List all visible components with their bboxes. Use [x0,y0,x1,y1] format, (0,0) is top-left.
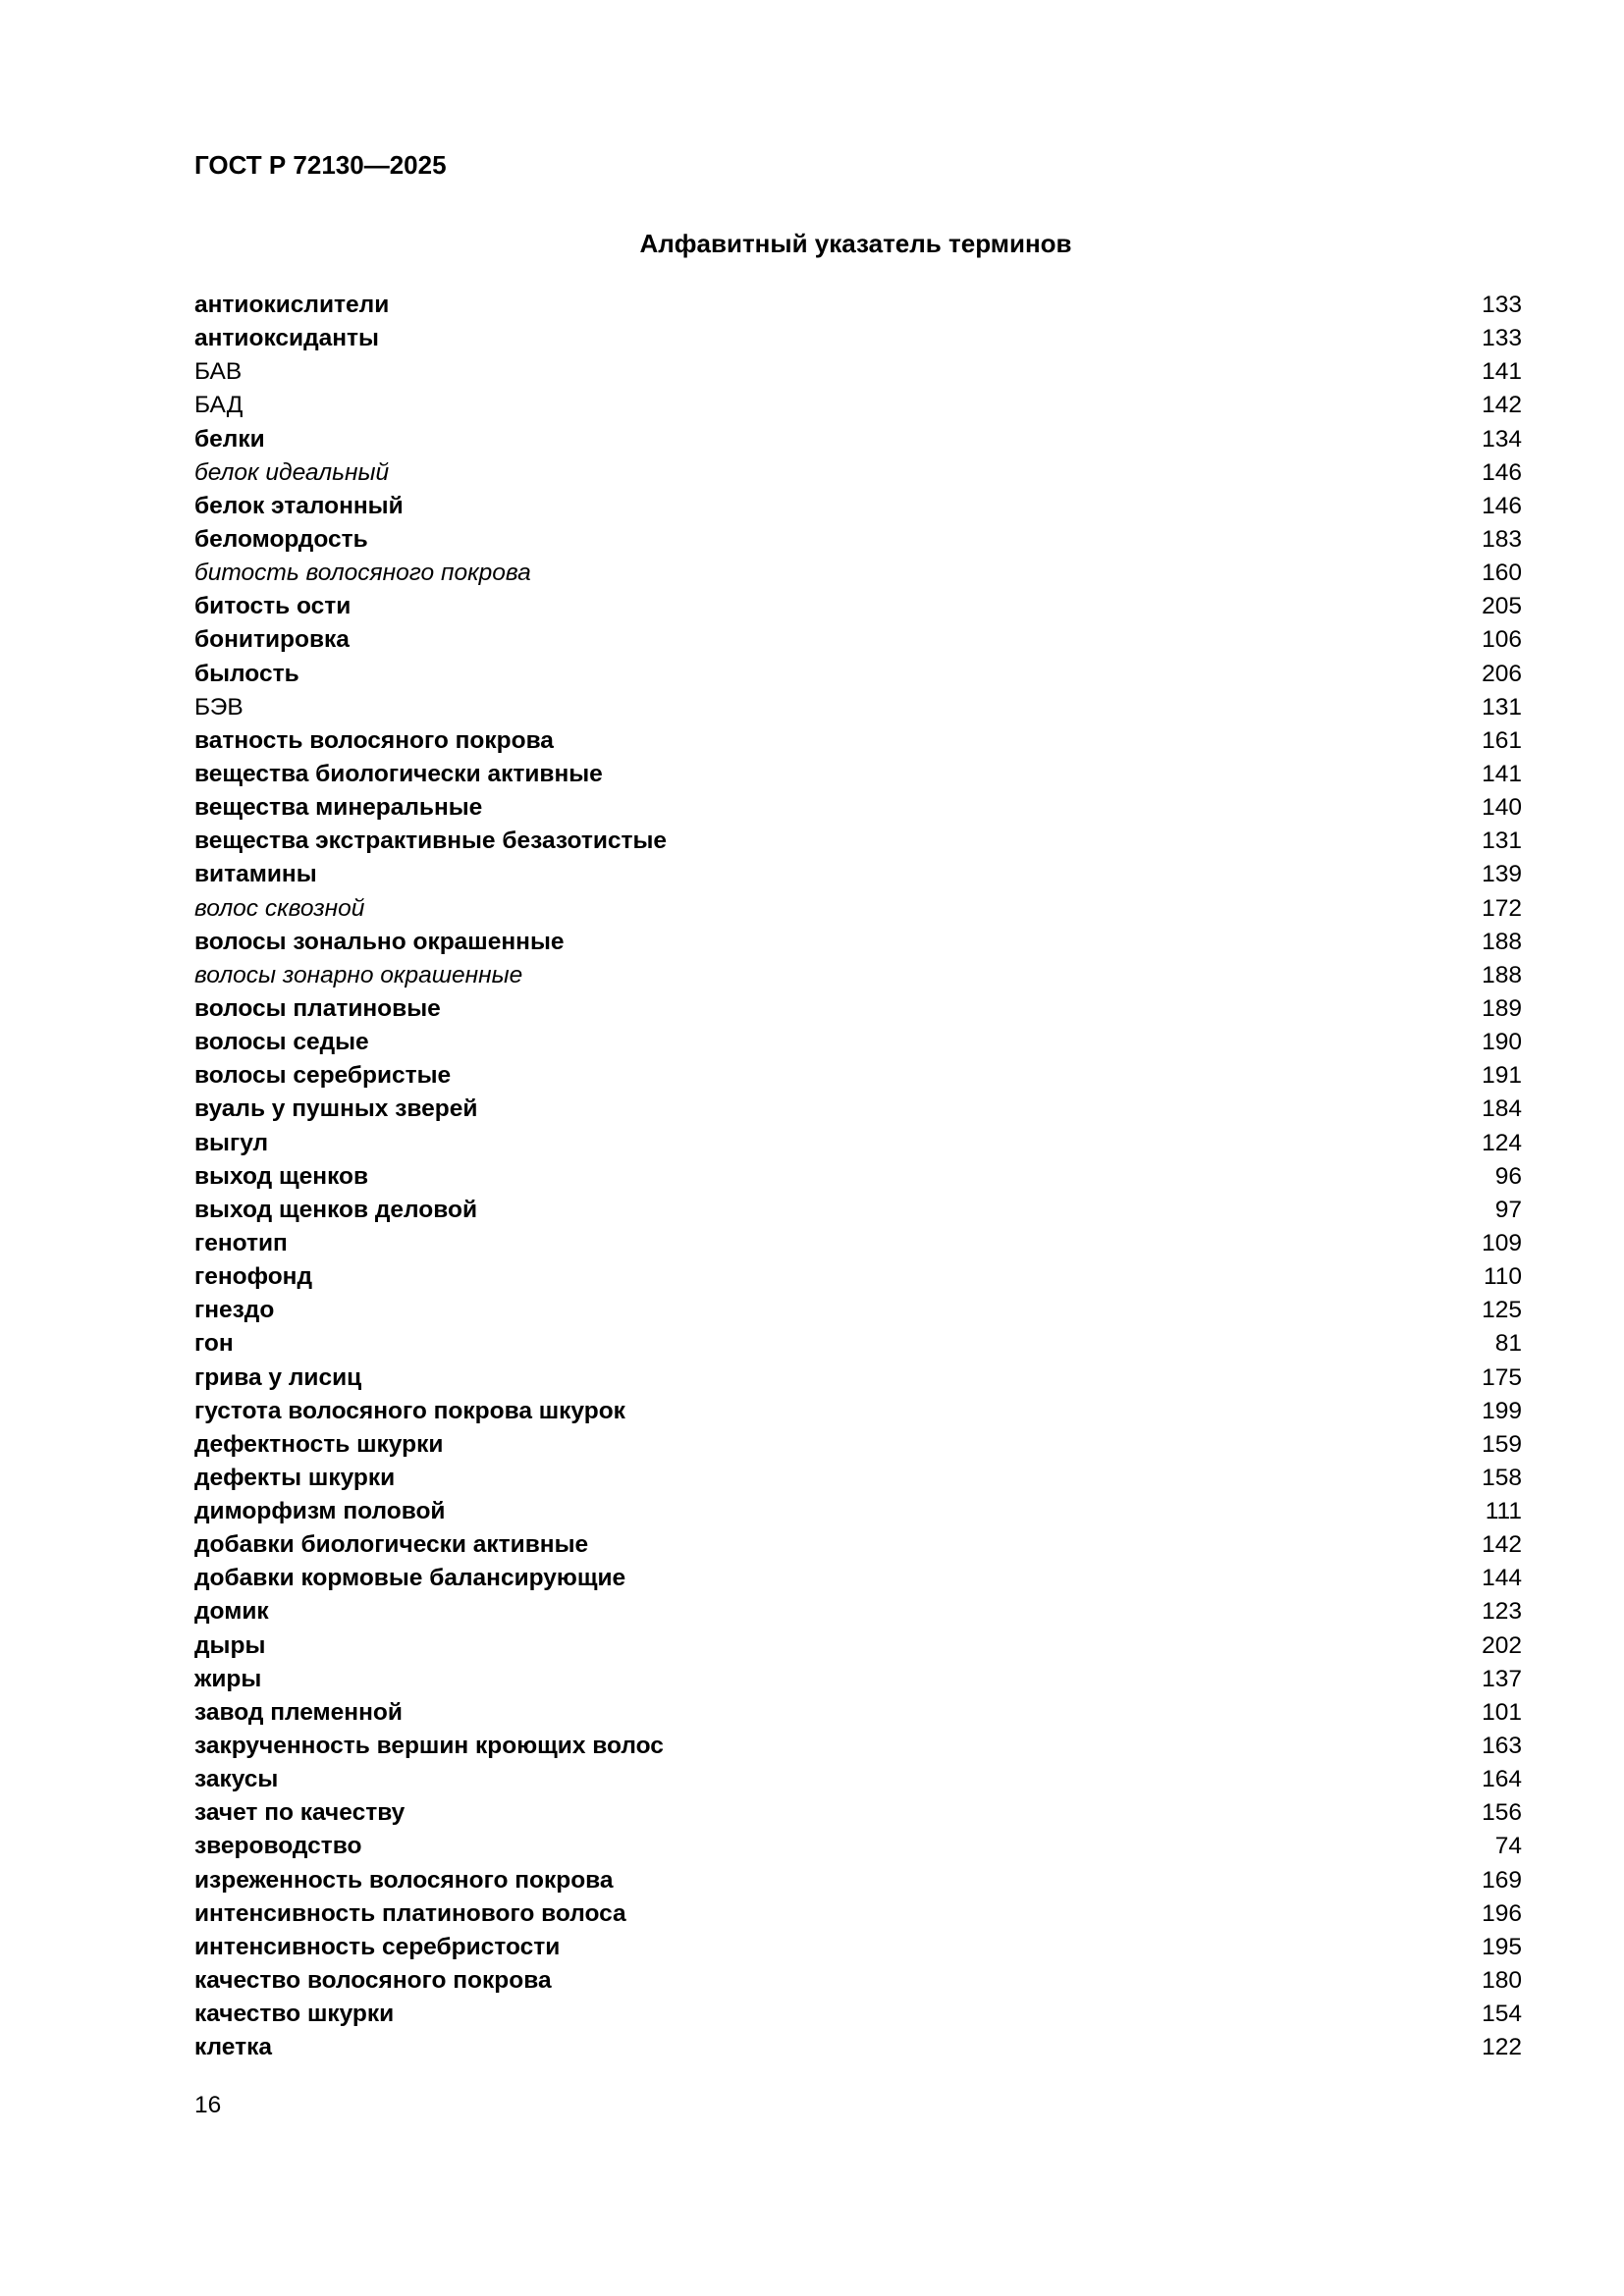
index-entry [194,1528,1522,1562]
index-clause-number: 160 [1482,560,1522,587]
index-clause-number: 175 [1482,1363,1522,1391]
index-clause-number: 125 [1482,1297,1522,1324]
term-index-list [194,289,1522,2064]
index-clause-number: 122 [1482,2034,1522,2061]
index-clause-number: 172 [1482,894,1522,922]
index-term: гнездо [194,1297,275,1324]
index-entry [194,423,1522,456]
index-term: волосы зонарно окрашенные [194,961,523,988]
index-entry [194,926,1522,959]
index-entry [194,691,1522,724]
index-entry [194,456,1522,490]
index-entry [194,1495,1522,1528]
index-term: интенсивность серебристости [194,1933,561,1960]
index-clause-number: 159 [1482,1430,1522,1458]
index-entry [194,1730,1522,1763]
index-clause-number: 131 [1482,693,1522,721]
index-entry [194,1763,1522,1796]
index-clause-number: 156 [1482,1799,1522,1827]
index-entry [194,1830,1522,1863]
index-entry [194,1194,1522,1227]
index-clause-number: 158 [1482,1464,1522,1491]
index-entry [194,1864,1522,1897]
index-term: антиокислители [194,292,390,318]
index-term: жиры [194,1665,262,1692]
index-term: грива у лисиц [194,1363,362,1391]
index-entry [194,1093,1522,1126]
index-clause-number: 202 [1482,1631,1522,1659]
index-entry [194,858,1522,891]
index-term: волос сквозной [194,894,365,922]
index-term: генотип [194,1229,288,1256]
index-term: добавки биологически активные [194,1531,589,1559]
index-clause-number: 111 [1485,1498,1522,1525]
index-entry [194,724,1522,758]
index-entry [194,289,1522,322]
index-term: качество шкурки [194,2001,395,2028]
index-clause-number: 191 [1482,1062,1522,1090]
index-term: волосы зонально окрашенные [194,928,565,955]
index-entry [194,1964,1522,1998]
index-clause-number: 142 [1482,392,1522,419]
index-term: вещества экстрактивные безазотистые [194,828,668,855]
index-term: дыры [194,1631,266,1659]
index-clause-number: 140 [1482,794,1522,822]
index-term: волосы седые [194,1029,369,1056]
index-clause-number: 161 [1482,726,1522,754]
index-term: зачет по качеству [194,1799,406,1827]
index-term: ватность волосяного покрова [194,726,554,754]
index-clause-number: 74 [1494,1833,1522,1860]
index-term: закусы [194,1766,279,1793]
index-term: выход щенков деловой [194,1196,478,1223]
index-term: выгул [194,1129,269,1156]
index-entry [194,490,1522,523]
index-clause-number: 180 [1482,1967,1522,1995]
index-term: звероводство [194,1833,362,1860]
index-clause-number: 146 [1482,492,1522,519]
index-term: интенсивность платинового волоса [194,1899,626,1927]
index-entry [194,1294,1522,1327]
index-clause-number: 144 [1482,1565,1522,1592]
index-term: битость волосяного покрова [194,560,531,587]
index-entry [194,1227,1522,1260]
index-clause-number: 141 [1482,760,1522,787]
index-term: беломордость [194,525,368,553]
index-term: битость ости [194,593,352,620]
index-term: генофонд [194,1263,313,1291]
index-term: антиоксиданты [194,325,379,352]
index-entry [194,623,1522,657]
index-term: БАВ [194,358,243,386]
index-entry [194,1127,1522,1160]
index-clause-number: 81 [1494,1330,1522,1358]
index-term: густота волосяного покрова шкурок [194,1397,625,1424]
index-term: диморфизм половой [194,1498,446,1525]
index-clause-number: 110 [1483,1263,1522,1291]
index-clause-number: 106 [1482,626,1522,654]
index-term: белок идеальный [194,458,390,486]
index-entry [194,1260,1522,1294]
index-term: бонитировка [194,626,350,654]
index-clause-number: 141 [1482,358,1522,386]
index-entry [194,992,1522,1026]
document-id: ГОСТ Р 72130—2025 [194,150,447,180]
index-entry [194,1462,1522,1495]
index-entry [194,658,1522,691]
index-clause-number: 97 [1494,1196,1522,1223]
index-entry [194,1595,1522,1629]
index-entry [194,1059,1522,1093]
index-term: витамины [194,861,317,888]
index-entry [194,1998,1522,2031]
index-entry [194,791,1522,825]
index-entry [194,1629,1522,1663]
index-clause-number: 188 [1482,928,1522,955]
index-clause-number: 199 [1482,1397,1522,1424]
index-clause-number: 195 [1482,1933,1522,1960]
page-number: 16 [194,2092,222,2118]
index-clause-number: 139 [1482,861,1522,888]
index-term: БАД [194,392,244,419]
index-term: волосы платиновые [194,994,441,1022]
index-term: добавки кормовые балансирующие [194,1565,626,1592]
index-clause-number: 146 [1482,458,1522,486]
index-term: изреженность волосяного покрова [194,1866,614,1894]
index-entry [194,590,1522,623]
index-clause-number: 206 [1482,660,1522,687]
index-entry [194,825,1522,858]
index-term: выход щенков [194,1162,369,1190]
index-clause-number: 131 [1482,828,1522,855]
index-clause-number: 124 [1482,1129,1522,1156]
index-entry [194,322,1522,355]
index-entry [194,1897,1522,1931]
index-entry [194,1696,1522,1730]
index-clause-number: 163 [1482,1733,1522,1760]
index-term: вещества биологически активные [194,760,603,787]
index-entry [194,1160,1522,1194]
index-clause-number: 137 [1482,1665,1522,1692]
index-clause-number: 164 [1482,1766,1522,1793]
index-term: закрученность вершин кроющих волос [194,1733,664,1760]
index-term: вуаль у пушных зверей [194,1095,478,1123]
index-term: завод племенной [194,1698,403,1726]
index-term: качество волосяного покрова [194,1967,552,1995]
index-entry [194,1395,1522,1428]
index-term: белки [194,425,265,453]
index-entry [194,2031,1522,2064]
index-entry [194,355,1522,389]
index-clause-number: 133 [1482,325,1522,352]
index-entry [194,1796,1522,1830]
index-entry [194,959,1522,992]
index-clause-number: 205 [1482,593,1522,620]
index-clause-number: 96 [1494,1162,1522,1190]
index-clause-number: 184 [1482,1095,1522,1123]
index-entry [194,892,1522,926]
index-clause-number: 196 [1482,1899,1522,1927]
index-clause-number: 123 [1482,1598,1522,1626]
index-term: былость [194,660,299,687]
index-entry [194,758,1522,791]
index-clause-number: 134 [1482,425,1522,453]
index-term: БЭВ [194,693,244,721]
index-entry [194,1428,1522,1462]
index-term: белок эталонный [194,492,404,519]
index-entry [194,1562,1522,1595]
index-term: дефекты шкурки [194,1464,396,1491]
index-term: волосы серебристые [194,1062,452,1090]
index-clause-number: 101 [1482,1698,1522,1726]
index-clause-number: 154 [1482,2001,1522,2028]
index-entry [194,1931,1522,1964]
index-entry [194,1327,1522,1361]
index-term: дефектность шкурки [194,1430,444,1458]
index-entry [194,523,1522,557]
index-clause-number: 109 [1482,1229,1522,1256]
index-entry [194,1026,1522,1059]
index-clause-number: 189 [1482,994,1522,1022]
index-term: гон [194,1330,234,1358]
index-clause-number: 183 [1482,525,1522,553]
index-title: Алфавитный указатель терминов [639,229,1072,258]
index-term: вещества минеральные [194,794,483,822]
index-term: клетка [194,2034,272,2061]
index-entry [194,389,1522,422]
index-term: домик [194,1598,269,1626]
index-entry [194,1663,1522,1696]
index-clause-number: 190 [1482,1029,1522,1056]
index-clause-number: 133 [1482,292,1522,318]
index-clause-number: 188 [1482,961,1522,988]
index-clause-number: 142 [1482,1531,1522,1559]
index-clause-number: 169 [1482,1866,1522,1894]
index-entry [194,557,1522,590]
index-entry [194,1362,1522,1395]
